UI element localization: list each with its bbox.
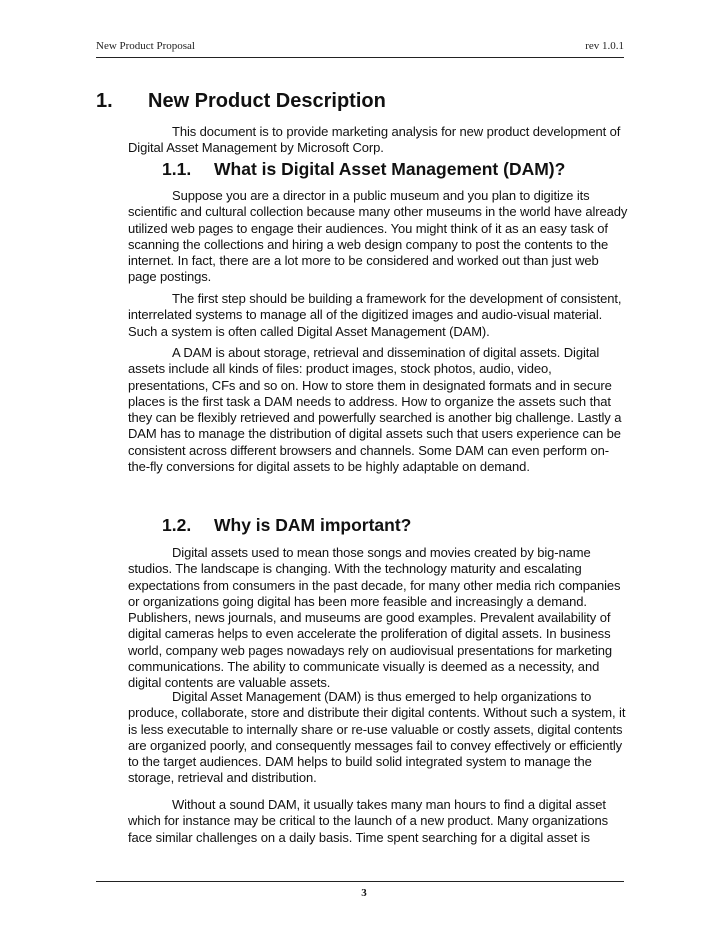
section-title: New Product Description [148,90,386,112]
section-heading-1-2 [162,515,411,536]
page-header [96,38,624,56]
paragraph: Digital Asset Management (DAM) is thus emerged to help organizations to produce, collaborate, store and distribute their digital contents. Without such a system, it is less executable to internally share or re-use valuable or costly assets, digital contents are organized poorly, and consequently messages fail to convey effectively or efficiently to the target audiences. DAM helps to build solid integrated system to manage the storage, retrieval and distribution. [128,689,626,786]
paragraph: Digital assets used to mean those songs and movies created by big-name studios. The landscape is changing. With the technology maturity and escalating expectations from consumers in the past decade, for many other media rich companies or organizations going digital has been more feasible and increasingly a demand. Publishers, news journals, and museums are good examples. Prevalent availability of digital cameras helps to even accelerate the proliferation of digital assets. In business world, company web pages nowadays rely on audiovisual presentations for marketing communications. The ability to communicate visually is deemed as a necessity, and digital contents are valuable assets. [128,545,621,691]
paragraph: The first step should be building a framework for the development of consistent, interrelated systems to manage all of the digitized images and audio-visual material. Such a system is often called Digital Asset Management (DAM). [128,291,622,339]
header-divider [96,57,624,58]
section-heading-1-1 [162,159,565,180]
section-number: 1.1. [162,159,192,179]
paragraph: A DAM is about storage, retrieval and dissemination of digital assets. Digital assets include all kinds of files: product images, stock photos, audio, video, presentations, CFs and so on. How to store them in designated formats and in secure places is the first task a DAM needs to address. How to organize the assets such that they can be flexibly retrieved and powerfully searched is another big challenge. Lastly a DAM has to manage the distribution of digital assets such that users experience can be consistent across different browsers and channels. Some DAM can even perform on-the-fly conversions for digital assets to be highly adaptable on demand. [128,345,622,475]
page-number: 3 [361,887,367,899]
section-number: 1. [96,90,113,112]
header-title: New Product Proposal [96,40,195,52]
section-title: Why is DAM important? [214,515,412,535]
intro-paragraph: This document is to provide marketing analysis for new product development of Digital Asset Management by Microsoft Corp. [128,124,621,156]
paragraph: Without a sound DAM, it usually takes many man hours to find a digital asset which for instance may be critical to the launch of a new product. Many organizations face similar challenges on a daily basis. Time spent searching for a digital asset is [128,797,608,845]
paragraph: Suppose you are a director in a public museum and you plan to digitize its scientific and cultural collection because many other museums in the world have already utilized web pages to engage their audiences. You might think of it as an easy task of scanning the collections and hiring a web design company to post the contents to the internet. In fact, there are a lot more to be considered and worked out than just web page postings. [128,188,628,285]
footer-divider [96,881,624,882]
section-heading-1 [96,90,386,113]
header-revision: rev 1.0.1 [585,40,624,52]
section-title: What is Digital Asset Management (DAM)? [214,159,566,179]
section-number: 1.2. [162,515,192,535]
